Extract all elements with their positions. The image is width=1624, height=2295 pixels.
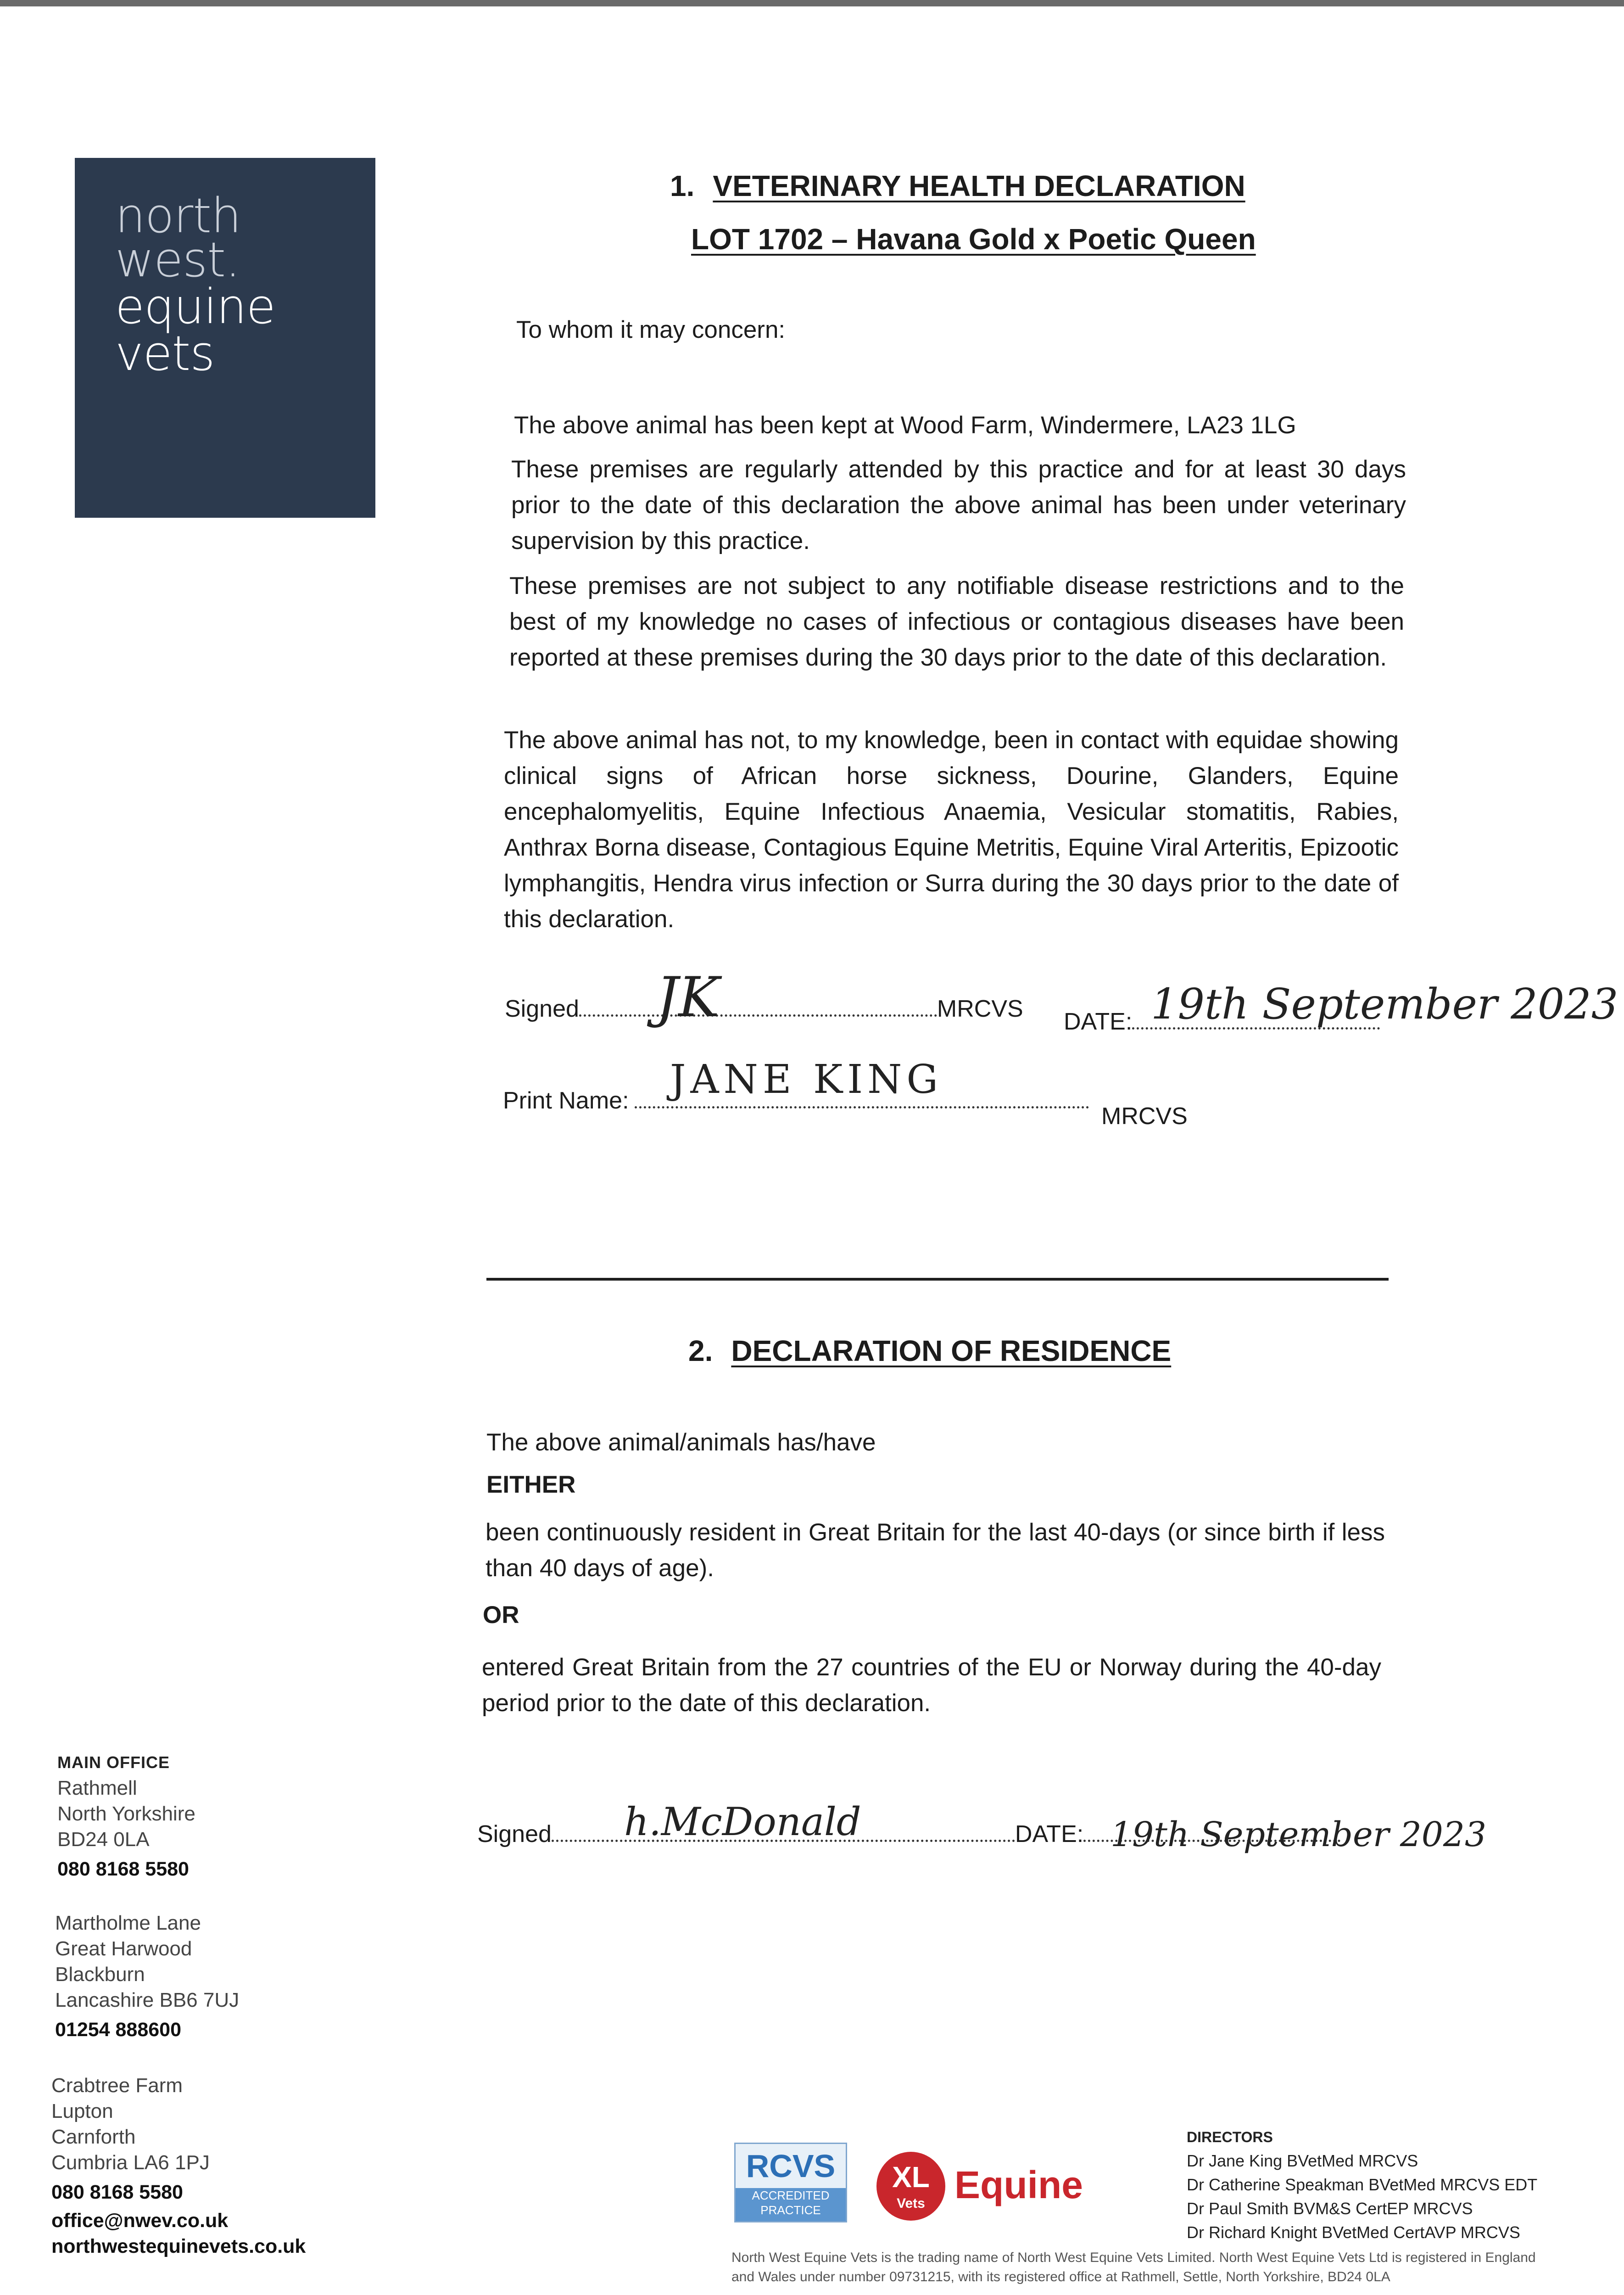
section1-heading xyxy=(670,169,1245,203)
paragraph-contact: The above animal has not, to my knowledge, been in contact with equidae showing clinical signs of African horse sickness, Dourine, Glanders, Equine encephalomyelitis, Equine Infectious Anaemia, Vesicular stomatitis, Rabies, Anthrax Borna disease, Contagious Equine Metritis, Equine Viral Arteritis, Epizootic lymphangitis, Hendra virus infection or Surra during the 30 days prior to the date of this declaration. xyxy=(504,727,1399,933)
logo-line-4: vets xyxy=(115,325,215,381)
directors-label: DIRECTORS xyxy=(1187,2129,1273,2145)
residence-option-2: entered Great Britain from the 27 countries of the EU or Norway during the 40-day period prior to the date of this declaration. xyxy=(482,1654,1381,1717)
logo-line-3: equine xyxy=(115,279,275,335)
section2-number: 2. xyxy=(688,1334,713,1367)
second-office-line: Lancashire BB6 7UJ xyxy=(55,1989,240,2011)
xl-logo-text: XL xyxy=(892,2161,930,2194)
third-office-phone: 080 8168 5580 xyxy=(51,2181,183,2203)
mrcvs-label: MRCVS xyxy=(937,996,1023,1022)
section1-title: VETERINARY HEALTH DECLARATION xyxy=(713,169,1245,202)
rcvs-badge-title: RCVS xyxy=(746,2148,836,2184)
director-item: Dr Jane King BVetMed MRCVS xyxy=(1187,2151,1418,2170)
top-edge-rule xyxy=(0,0,1624,6)
company-logo xyxy=(75,158,375,518)
second-office-phone: 01254 888600 xyxy=(55,2019,182,2041)
office-email: office@nwev.co.uk xyxy=(51,2210,229,2232)
main-office-line: North Yorkshire xyxy=(57,1802,195,1825)
signature-dotted-line xyxy=(579,1011,937,1017)
second-office-line: Great Harwood xyxy=(55,1937,192,1960)
residence-option-1: been continuously resident in Great Britain for the last 40-days (or since birth if less than 40 days of age). xyxy=(486,1519,1385,1582)
section-divider xyxy=(486,1278,1389,1281)
section2-heading xyxy=(688,1334,1171,1368)
third-office-line: Cumbria LA6 1PJ xyxy=(51,2151,210,2174)
director-item: Dr Paul Smith BVM&S CertEP MRCVS xyxy=(1187,2199,1473,2218)
third-office-line: Carnforth xyxy=(51,2126,136,2148)
date-value-1: 19th September 2023 xyxy=(1151,980,1618,1029)
section2-title: DECLARATION OF RESIDENCE xyxy=(731,1334,1172,1367)
lot-heading: LOT 1702 – Havana Gold x Poetic Queen xyxy=(691,223,1256,256)
logo-line-2: west. xyxy=(115,232,240,288)
signature-row-1 xyxy=(505,995,1023,1023)
either-label: EITHER xyxy=(486,1471,576,1498)
third-office-line: Lupton xyxy=(51,2100,113,2122)
second-office-line: Blackburn xyxy=(55,1963,145,1986)
print-name-value: JANE KING xyxy=(670,1057,943,1103)
print-name-dotted-line xyxy=(635,1103,1089,1108)
paragraph-supervision: These premises are regularly attended by this practice and for at least 30 days prior to the date of this declaration the above animal has been under veterinary supervision by this practice. xyxy=(511,456,1406,554)
xl-vets-logo xyxy=(876,2152,945,2221)
print-name-label: Print Name: xyxy=(503,1087,629,1114)
third-office-line: Crabtree Farm xyxy=(51,2074,183,2097)
directors-block xyxy=(1187,2125,1537,2245)
date-label: DATE: xyxy=(1064,1008,1133,1035)
main-office-block xyxy=(57,1750,195,1882)
main-office-phone: 080 8168 5580 xyxy=(57,1858,189,1880)
second-office-line: Martholme Lane xyxy=(55,1912,201,1934)
print-name-mrcvs: MRCVS xyxy=(1101,1103,1188,1130)
or-label: OR xyxy=(483,1601,519,1629)
salutation: To whom it may concern: xyxy=(516,316,786,343)
main-office-label: MAIN OFFICE xyxy=(57,1753,170,1772)
main-office-line: Rathmell xyxy=(57,1777,137,1799)
section1-number: 1. xyxy=(670,169,695,202)
paragraph-restrictions: These premises are not subject to any notifiable disease restrictions and to the best of my knowledge no cases of infectious or contagious diseases have been reported at these premises during the 30 days prior to the date of this declaration. xyxy=(509,572,1404,671)
signature-2: h.McDonald xyxy=(624,1799,861,1844)
director-item: Dr Richard Knight BVetMed CertAVP MRCVS xyxy=(1187,2223,1520,2242)
equine-wordmark: Equine xyxy=(954,2163,1083,2206)
registration-footer-note: North West Equine Vets is the trading name of North West Equine Vets Limited. North West Equine Vets Ltd is registered in England and Wales under number 09731215, with its registered office at Rathmell, Settle, North Yorkshire, BD24 0LA xyxy=(731,2250,1536,2284)
logo-line-1: north xyxy=(115,188,241,244)
date-label-2: DATE: xyxy=(1015,1821,1084,1847)
kept-at-line: The above animal has been kept at Wood Farm, Windermere, LA23 1LG xyxy=(514,412,1296,439)
rcvs-accredited-badge xyxy=(734,2143,847,2222)
signed-label: Signed xyxy=(505,996,579,1022)
signature-1: JK xyxy=(656,966,720,1030)
date-value-2: 19th September 2023 xyxy=(1111,1815,1487,1854)
xl-logo-subtext: Vets xyxy=(897,2196,925,2211)
signed-label-2: Signed xyxy=(477,1821,552,1847)
third-office-block xyxy=(51,2073,306,2259)
director-item: Dr Catherine Speakman BVetMed MRCVS EDT xyxy=(1187,2175,1538,2194)
residence-intro: The above animal/animals has/have xyxy=(486,1429,876,1456)
rcvs-badge-subtitle: ACCREDITED PRACTICE xyxy=(736,2188,846,2221)
main-office-line: BD24 0LA xyxy=(57,1828,150,1851)
second-office-block xyxy=(55,1910,239,2043)
office-website: northwestequinevets.co.uk xyxy=(51,2235,306,2257)
